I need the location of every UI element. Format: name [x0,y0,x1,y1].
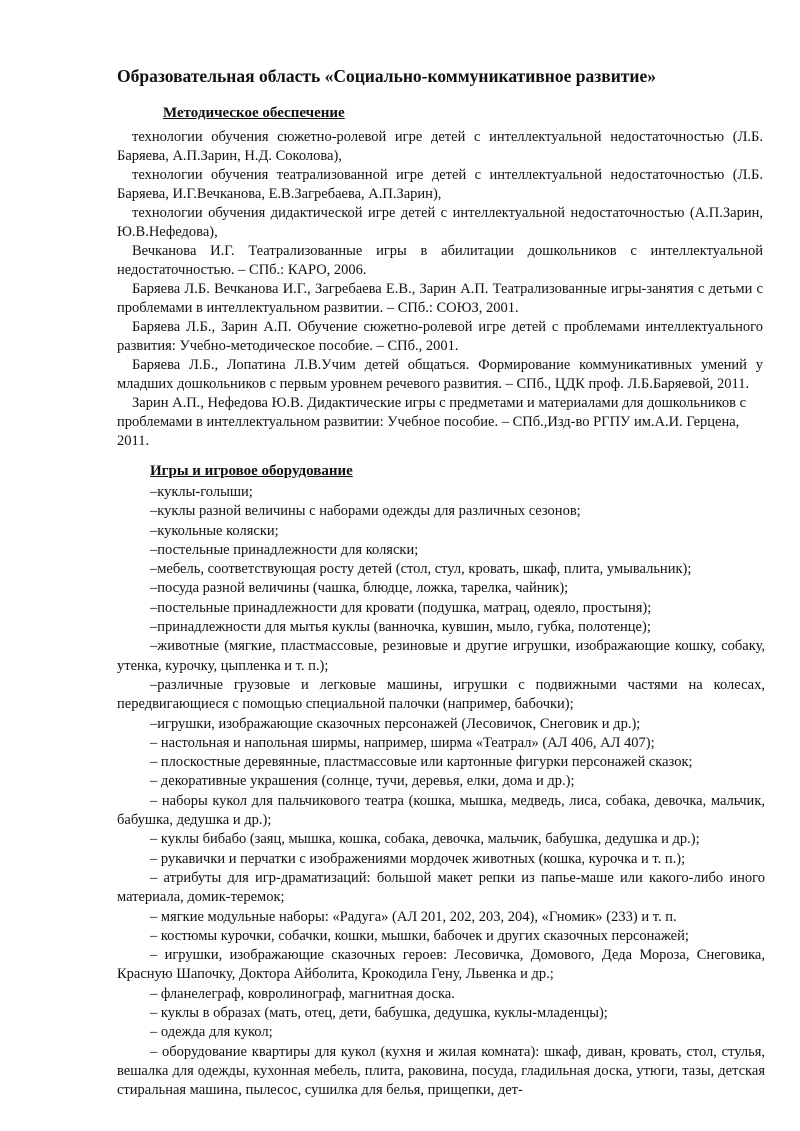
list-item: – куклы в образах (мать, отец, дети, бабушка, дедушка, куклы-младенцы); [150,1005,608,1022]
list-item: – настольная и напольная ширмы, например, ширма «Театрал» (АЛ 406, АЛ 407); [150,734,655,751]
reference-item: Баряева Л.Б., Лопатина Л.В.Учим детей общаться. Формирование коммуникативных умений у младших дошкольников с первым уровнем речевого развития. – СПб., ЦДК проф. Л.Б.Баряевой, 2011. [117,357,763,392]
section-heading-games-equipment: Игры и игровое оборудование [150,463,353,479]
list-item: –куклы разной величины с наборами одежды для различных сезонов; [150,503,581,520]
reference-item: технологии обучения дидактической игре детей с интеллектуальной недостаточностью (А.П.Зарин, Ю.В.Нефедова), [117,205,763,240]
list-item: –принадлежности для мытья куклы (ванночка, кувшин, мыло, губка, полотенце); [150,619,651,636]
reference-item: Вечканова И.Г. Театрализованные игры в абилитации дошкольников с интеллектуальной недостаточностью. – СПб.: КАРО, 2006. [117,243,763,278]
list-item: –животные (мягкие, пластмассовые, резиновые и другие игрушки, изображающие кошку, собаку, утенка, курочку, цыпленка и т. п.); [117,638,765,674]
list-item: – атрибуты для игр-драматизаций: большой макет репки из папье-маше или какого-либо иного материала, домик-теремок; [117,869,765,906]
list-item: – мягкие модульные наборы: «Радуга» (АЛ 201, 202, 203, 204), «Гномик» (233) и т. п. [150,908,677,925]
list-item: – рукавички и перчатки с изображениями мордочек животных (кошка, курочка и т. п.); [150,850,686,867]
equipment-list [117,483,765,1101]
list-item: – игрушки, изображающие сказочных героев: Лесовичка, Домового, Деда Мороза, Снеговика, Красную Шапочку, Доктора Айболита, Крокодила Гену, Львенка и др.; [117,947,765,983]
page-title: Образовательная область «Социально-коммуникативное развитие» [117,66,657,86]
reference-item: Баряева Л.Б. Вечканова И.Г., Загребаева Е.В., Зарин А.П. Театрализованные игры-занятия с детьми с проблемами в интеллектуальном развитии. – СПб.: СОЮЗ, 2001. [117,281,763,316]
list-item: – декоративные украшения (солнце, тучи, деревья, елки, дома и др.); [150,773,575,790]
reference-item: технологии обучения сюжетно-ролевой игре детей с интеллектуальной недостаточностью (Л.Б. Баряева, А.П.Зарин, Н.Д. Соколова), [117,129,763,164]
list-item: –постельные принадлежности для кровати (подушка, матрац, одеяло, простыня); [150,599,652,616]
list-item: –игрушки, изображающие сказочных персонажей (Лесовичок, Снеговик и др.); [150,715,641,732]
list-item: – наборы кукол для пальчикового театра (кошка, мышка, медведь, лиса, собака, девочка, мальчик, бабушка, дедушка и др.); [117,792,765,829]
list-item: –посуда разной величины (чашка, блюдце, ложка, тарелка, чайник); [150,580,569,597]
reference-item: Зарин А.П., Нефедова Ю.В. Дидактические игры с предметами и материалами для дошкольников с проблемами в интеллектуальном развитии: Учебное пособие. – СПб.,Изд-во РГПУ им.А.И. Герцена, 2011. [117,395,746,449]
list-item: –кукольные коляски; [150,522,279,539]
list-item: –различные грузовые и легковые машины, игрушки с подвижными частями на колесах, передвигающиеся с помощью специальной палочки (например, бабочки); [117,676,765,713]
list-item: – фланелеграф, ковролинограф, магнитная доска. [150,985,455,1002]
list-item: –мебель, соответствующая росту детей (стол, стул, кровать, шкаф, плита, умывальник); [150,561,692,578]
list-item: – одежда для кукол; [150,1024,273,1041]
list-item: – куклы бибабо (заяц, мышка, кошка, собака, девочка, мальчик, бабушка, дедушка и др.); [150,831,700,848]
reference-item: технологии обучения театрализованной игре детей с интеллектуальной недостаточностью (Л.Б. Баряева, И.Г.Вечканова, Е.В.Загребаева, А.П.Зарин), [117,167,763,202]
methodology-list [117,128,763,451]
reference-item: Баряева Л.Б., Зарин А.П. Обучение сюжетно-ролевой игре детей с проблемами интеллектуального развития: Учебно-методическое пособие. – СПб., 2001. [117,319,763,354]
list-item: –куклы-голыши; [150,484,253,500]
list-item: –постельные принадлежности для коляски; [150,541,419,558]
list-item: – плоскостные деревянные, пластмассовые или картонные фигурки персонажей сказок; [150,754,693,771]
list-item: – костюмы курочки, собачки, кошки, мышки, бабочек и других сказочных персонажей; [150,927,689,944]
section-heading-methodology: Методическое обеспечение [163,105,345,121]
list-item: – оборудование квартиры для кукол (кухня и жилая комната): шкаф, диван, кровать, стол, стулья, вешалка для одежды, кухонная мебель, плита, раковина, посуда, гладильная доска, утюги, тазы, детская стиральная машина, пылесос, сушилка для белья, прищепки, дет- [117,1043,765,1099]
